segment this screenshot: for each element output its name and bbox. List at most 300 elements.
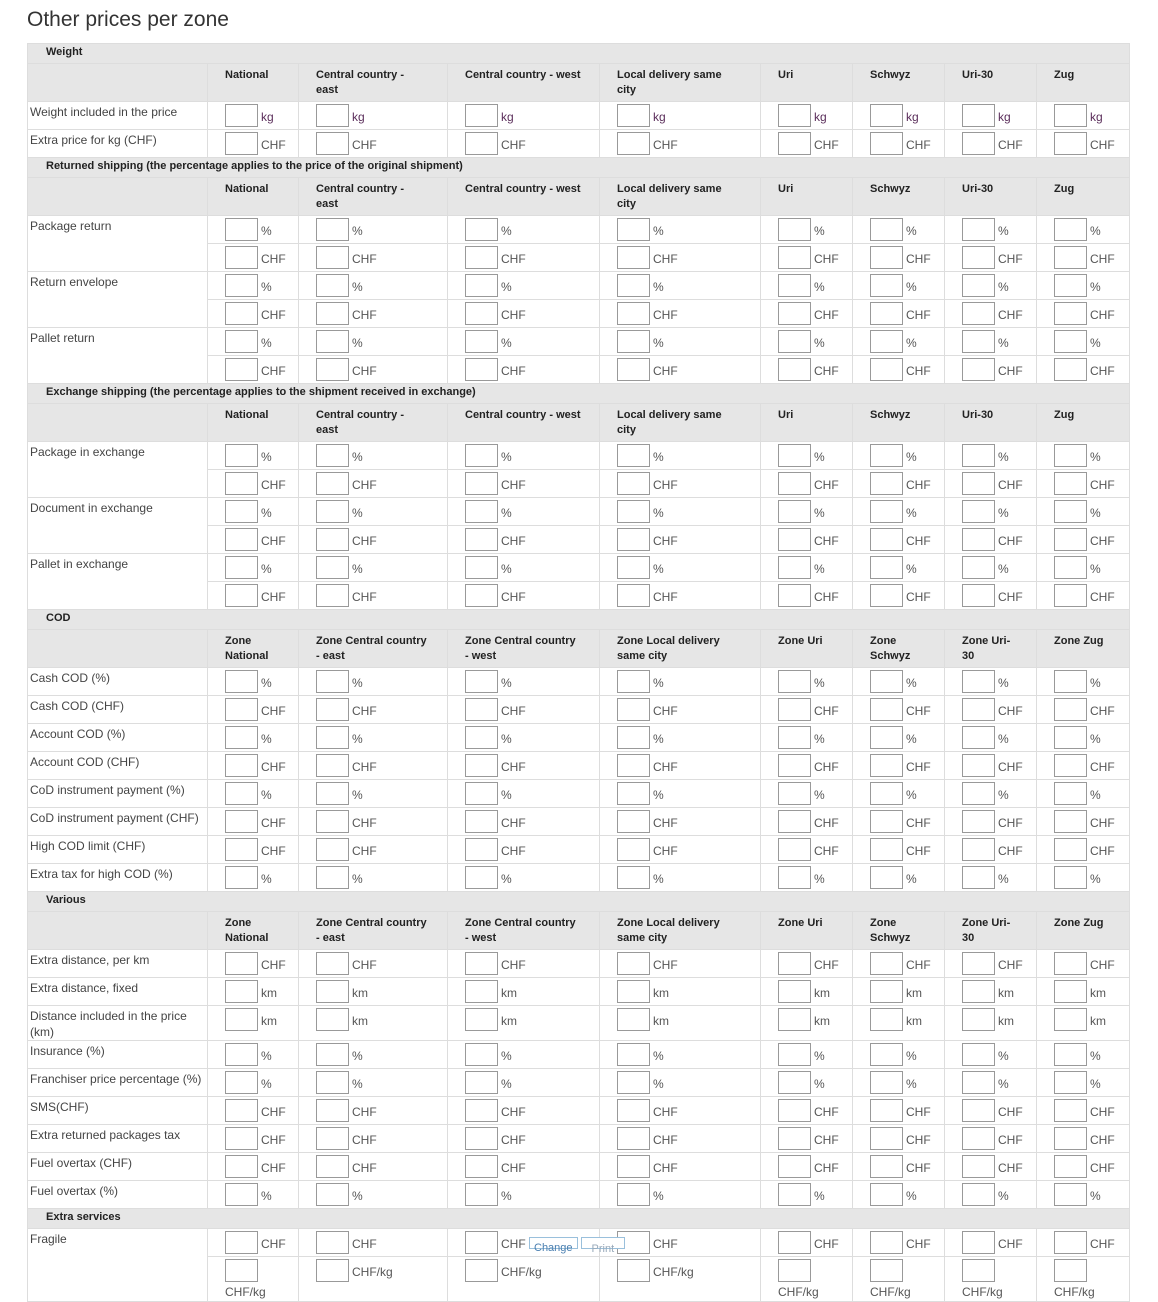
value-input[interactable]	[617, 584, 650, 607]
value-input[interactable]	[778, 1008, 811, 1031]
value-input[interactable]	[225, 1183, 258, 1206]
value-input[interactable]	[225, 302, 258, 325]
change-button[interactable]: Change	[529, 1237, 578, 1249]
input-cell	[208, 272, 299, 300]
value-input[interactable]	[225, 1043, 258, 1066]
value-input[interactable]	[225, 838, 258, 861]
value-input[interactable]	[778, 726, 811, 749]
value-input[interactable]	[870, 132, 903, 155]
value-input[interactable]	[962, 866, 995, 889]
value-input[interactable]	[316, 866, 349, 889]
value-input[interactable]	[316, 1008, 349, 1031]
value-input[interactable]	[778, 1127, 811, 1150]
value-input[interactable]	[778, 584, 811, 607]
value-input[interactable]	[870, 838, 903, 861]
value-input[interactable]	[962, 1071, 995, 1094]
unit-label: %	[906, 1077, 917, 1091]
value-input[interactable]	[225, 952, 258, 975]
value-input[interactable]	[465, 866, 498, 889]
value-input[interactable]	[617, 358, 650, 381]
value-input[interactable]	[870, 726, 903, 749]
value-input[interactable]	[617, 1259, 650, 1282]
value-input[interactable]	[962, 670, 995, 693]
print-button[interactable]: Print	[581, 1237, 626, 1249]
value-input[interactable]	[778, 866, 811, 889]
value-input[interactable]	[778, 1099, 811, 1122]
value-input[interactable]	[870, 528, 903, 551]
value-input[interactable]	[1054, 670, 1087, 693]
value-input[interactable]	[1054, 472, 1087, 495]
value-input[interactable]	[225, 330, 258, 353]
value-input[interactable]	[465, 302, 498, 325]
value-input[interactable]	[617, 726, 650, 749]
value-input[interactable]	[870, 810, 903, 833]
value-input[interactable]	[778, 302, 811, 325]
value-input[interactable]	[225, 698, 258, 721]
value-input[interactable]	[870, 218, 903, 241]
value-input[interactable]	[617, 104, 650, 127]
value-input[interactable]	[778, 330, 811, 353]
value-input[interactable]	[617, 980, 650, 1003]
value-input[interactable]	[225, 670, 258, 693]
value-input[interactable]	[316, 302, 349, 325]
value-input[interactable]	[778, 556, 811, 579]
value-input[interactable]	[778, 472, 811, 495]
value-input[interactable]	[225, 132, 258, 155]
value-input[interactable]	[465, 726, 498, 749]
value-input[interactable]	[225, 866, 258, 889]
value-input[interactable]	[778, 132, 811, 155]
value-input[interactable]	[962, 444, 995, 467]
value-input[interactable]	[962, 1231, 995, 1254]
value-input[interactable]	[1054, 1043, 1087, 1066]
value-input[interactable]	[465, 246, 498, 269]
unit-label: CHF	[814, 534, 839, 548]
value-input[interactable]	[962, 358, 995, 381]
unit-label: CHF	[501, 1161, 526, 1175]
value-input[interactable]	[465, 584, 498, 607]
value-input[interactable]	[316, 218, 349, 241]
value-input[interactable]	[778, 698, 811, 721]
value-input[interactable]	[465, 1259, 498, 1282]
value-input[interactable]	[465, 1231, 498, 1254]
value-input[interactable]	[617, 274, 650, 297]
value-input[interactable]	[617, 952, 650, 975]
value-input[interactable]	[962, 584, 995, 607]
value-input[interactable]	[962, 104, 995, 127]
value-input[interactable]	[962, 726, 995, 749]
value-input[interactable]	[225, 1099, 258, 1122]
value-input[interactable]	[778, 980, 811, 1003]
value-input[interactable]	[465, 952, 498, 975]
value-input[interactable]	[1054, 838, 1087, 861]
value-input[interactable]	[617, 218, 650, 241]
value-input[interactable]	[225, 104, 258, 127]
value-input[interactable]	[962, 274, 995, 297]
value-input[interactable]	[1054, 1071, 1087, 1094]
value-input[interactable]	[225, 584, 258, 607]
unit-label: CHF	[906, 816, 931, 830]
input-cell	[208, 1097, 299, 1125]
value-input[interactable]	[617, 810, 650, 833]
value-input[interactable]	[225, 782, 258, 805]
input-cell	[208, 1125, 299, 1153]
unit-label: CHF	[352, 1133, 377, 1147]
value-input[interactable]	[225, 1231, 258, 1254]
value-input[interactable]	[617, 782, 650, 805]
value-input[interactable]	[316, 754, 349, 777]
value-input[interactable]	[870, 1008, 903, 1031]
value-input[interactable]	[870, 104, 903, 127]
value-input[interactable]	[225, 246, 258, 269]
value-input[interactable]	[316, 838, 349, 861]
value-input[interactable]	[465, 838, 498, 861]
value-input[interactable]	[962, 528, 995, 551]
value-input[interactable]	[870, 1043, 903, 1066]
unit-label: %	[261, 1077, 272, 1091]
value-input[interactable]	[778, 104, 811, 127]
value-input[interactable]	[1054, 698, 1087, 721]
value-input[interactable]	[316, 330, 349, 353]
value-input[interactable]	[465, 528, 498, 551]
unit-label: km	[352, 1014, 368, 1028]
value-input[interactable]	[962, 1155, 995, 1178]
value-input[interactable]	[225, 1127, 258, 1150]
value-input[interactable]	[778, 1259, 811, 1282]
value-input[interactable]	[962, 330, 995, 353]
value-input[interactable]	[617, 1183, 650, 1206]
value-input[interactable]	[465, 782, 498, 805]
value-input[interactable]	[465, 472, 498, 495]
value-input[interactable]	[316, 1043, 349, 1066]
value-input[interactable]	[465, 698, 498, 721]
value-input[interactable]	[870, 1071, 903, 1094]
value-input[interactable]	[465, 132, 498, 155]
value-input[interactable]	[316, 1099, 349, 1122]
value-input[interactable]	[870, 1259, 903, 1282]
value-input[interactable]	[778, 1231, 811, 1254]
input-cell	[761, 1257, 853, 1302]
value-input[interactable]	[1054, 528, 1087, 551]
value-input[interactable]	[870, 302, 903, 325]
value-input[interactable]	[316, 698, 349, 721]
value-input[interactable]	[870, 698, 903, 721]
value-input[interactable]	[1054, 1099, 1087, 1122]
value-input[interactable]	[225, 726, 258, 749]
value-input[interactable]	[465, 556, 498, 579]
value-input[interactable]	[870, 584, 903, 607]
value-input[interactable]	[617, 528, 650, 551]
value-input[interactable]	[617, 1071, 650, 1094]
value-input[interactable]	[225, 358, 258, 381]
value-input[interactable]	[225, 1008, 258, 1031]
section-title: Weight	[28, 44, 1130, 64]
value-input[interactable]	[1054, 302, 1087, 325]
value-input[interactable]	[465, 358, 498, 381]
value-input[interactable]	[778, 670, 811, 693]
value-input[interactable]	[465, 1155, 498, 1178]
value-input[interactable]	[316, 104, 349, 127]
value-input[interactable]	[225, 1071, 258, 1094]
value-input[interactable]	[962, 1043, 995, 1066]
input-cell	[1037, 582, 1130, 610]
value-input[interactable]	[316, 726, 349, 749]
unit-label: CHF	[501, 760, 526, 774]
value-input[interactable]	[225, 754, 258, 777]
value-input[interactable]	[465, 274, 498, 297]
value-input[interactable]	[870, 670, 903, 693]
value-input[interactable]	[465, 1183, 498, 1206]
value-input[interactable]	[870, 1099, 903, 1122]
value-input[interactable]	[225, 1155, 258, 1178]
input-cell	[600, 554, 761, 582]
value-input[interactable]	[617, 556, 650, 579]
value-input[interactable]	[316, 472, 349, 495]
value-input[interactable]	[225, 980, 258, 1003]
value-input[interactable]	[962, 500, 995, 523]
value-input[interactable]	[225, 218, 258, 241]
value-input[interactable]	[778, 500, 811, 523]
value-input[interactable]	[962, 782, 995, 805]
value-input[interactable]	[870, 1155, 903, 1178]
value-input[interactable]	[617, 1043, 650, 1066]
value-input[interactable]	[870, 500, 903, 523]
value-input[interactable]	[225, 472, 258, 495]
value-input[interactable]	[778, 358, 811, 381]
value-input[interactable]	[316, 358, 349, 381]
value-input[interactable]	[870, 274, 903, 297]
value-input[interactable]	[870, 1183, 903, 1206]
value-input[interactable]	[617, 754, 650, 777]
value-input[interactable]	[778, 274, 811, 297]
value-input[interactable]	[962, 698, 995, 721]
value-input[interactable]	[962, 472, 995, 495]
value-input[interactable]	[316, 1231, 349, 1254]
value-input[interactable]	[465, 810, 498, 833]
value-input[interactable]	[316, 782, 349, 805]
value-input[interactable]	[1054, 866, 1087, 889]
value-input[interactable]	[778, 810, 811, 833]
value-input[interactable]	[962, 810, 995, 833]
unit-label: CHF	[501, 958, 526, 972]
value-input[interactable]	[465, 1071, 498, 1094]
value-input[interactable]	[778, 1155, 811, 1178]
value-input[interactable]	[1054, 980, 1087, 1003]
value-input[interactable]	[1054, 754, 1087, 777]
value-input[interactable]	[778, 444, 811, 467]
value-input[interactable]	[1054, 1259, 1087, 1282]
value-input[interactable]	[465, 1008, 498, 1031]
value-input[interactable]	[316, 444, 349, 467]
value-input[interactable]	[617, 132, 650, 155]
value-input[interactable]	[1054, 1155, 1087, 1178]
value-input[interactable]	[778, 838, 811, 861]
row-label: Cash COD (%)	[28, 668, 208, 696]
value-input[interactable]	[870, 246, 903, 269]
unit-label: %	[998, 336, 1009, 350]
value-input[interactable]	[225, 556, 258, 579]
unit-label: %	[906, 732, 917, 746]
value-input[interactable]	[316, 1071, 349, 1094]
value-input[interactable]	[316, 246, 349, 269]
value-input[interactable]	[1054, 1127, 1087, 1150]
input-cell	[448, 1153, 600, 1181]
value-input[interactable]	[465, 444, 498, 467]
value-input[interactable]	[962, 952, 995, 975]
value-input[interactable]	[225, 528, 258, 551]
value-input[interactable]	[870, 754, 903, 777]
value-input[interactable]	[1054, 444, 1087, 467]
value-input[interactable]	[617, 1127, 650, 1150]
value-input[interactable]	[1054, 104, 1087, 127]
table-row	[28, 216, 1130, 244]
value-input[interactable]	[870, 980, 903, 1003]
value-input[interactable]	[778, 528, 811, 551]
value-input[interactable]	[870, 952, 903, 975]
value-input[interactable]	[617, 1099, 650, 1122]
value-input[interactable]	[1054, 556, 1087, 579]
value-input[interactable]	[225, 810, 258, 833]
input-cell	[600, 724, 761, 752]
value-input[interactable]	[778, 1071, 811, 1094]
value-input[interactable]	[778, 246, 811, 269]
value-input[interactable]	[617, 838, 650, 861]
unit-label: CHF	[653, 1133, 678, 1147]
value-input[interactable]	[870, 444, 903, 467]
value-input[interactable]	[1054, 1008, 1087, 1031]
value-input[interactable]	[225, 444, 258, 467]
value-input[interactable]	[316, 132, 349, 155]
value-input[interactable]	[962, 132, 995, 155]
value-input[interactable]	[778, 218, 811, 241]
value-input[interactable]	[1054, 330, 1087, 353]
value-input[interactable]	[316, 528, 349, 551]
value-input[interactable]	[465, 1127, 498, 1150]
value-input[interactable]	[617, 1155, 650, 1178]
column-header: Schwyz	[853, 64, 945, 102]
value-input[interactable]	[316, 274, 349, 297]
value-input[interactable]	[870, 358, 903, 381]
value-input[interactable]	[1054, 1183, 1087, 1206]
value-input[interactable]	[870, 782, 903, 805]
value-input[interactable]	[1054, 358, 1087, 381]
value-input[interactable]	[316, 980, 349, 1003]
unit-label: %	[906, 676, 917, 690]
value-input[interactable]	[870, 1231, 903, 1254]
value-input[interactable]	[870, 1127, 903, 1150]
value-input[interactable]	[778, 1043, 811, 1066]
value-input[interactable]	[962, 1127, 995, 1150]
value-input[interactable]	[617, 302, 650, 325]
value-input[interactable]	[962, 302, 995, 325]
value-input[interactable]	[465, 330, 498, 353]
value-input[interactable]	[870, 472, 903, 495]
value-input[interactable]	[962, 754, 995, 777]
value-input[interactable]	[1054, 952, 1087, 975]
value-input[interactable]	[617, 330, 650, 353]
value-input[interactable]	[962, 246, 995, 269]
value-input[interactable]	[316, 1183, 349, 1206]
value-input[interactable]	[225, 274, 258, 297]
value-input[interactable]	[778, 952, 811, 975]
value-input[interactable]	[962, 1099, 995, 1122]
value-input[interactable]	[962, 1259, 995, 1282]
value-input[interactable]	[316, 810, 349, 833]
value-input[interactable]	[962, 838, 995, 861]
value-input[interactable]	[465, 980, 498, 1003]
value-input[interactable]	[316, 1259, 349, 1282]
input-cell	[448, 216, 600, 244]
value-input[interactable]	[1054, 726, 1087, 749]
value-input[interactable]	[617, 472, 650, 495]
value-input[interactable]	[962, 980, 995, 1003]
input-cell	[208, 978, 299, 1006]
input-cell	[945, 836, 1037, 864]
value-input[interactable]	[962, 1183, 995, 1206]
value-input[interactable]	[465, 670, 498, 693]
value-input[interactable]	[870, 866, 903, 889]
value-input[interactable]	[617, 246, 650, 269]
value-input[interactable]	[962, 1008, 995, 1031]
unit-label: %	[352, 872, 363, 886]
value-input[interactable]	[1054, 1231, 1087, 1254]
value-input[interactable]	[1054, 782, 1087, 805]
value-input[interactable]	[617, 698, 650, 721]
unit-label: %	[998, 1049, 1009, 1063]
value-input[interactable]	[465, 104, 498, 127]
value-input[interactable]	[1054, 274, 1087, 297]
unit-label: CHF	[1090, 760, 1115, 774]
value-input[interactable]	[225, 1259, 258, 1282]
value-input[interactable]	[1054, 500, 1087, 523]
unit-label: CHF	[1090, 1133, 1115, 1147]
value-input[interactable]	[465, 1043, 498, 1066]
value-input[interactable]	[1054, 584, 1087, 607]
value-input[interactable]	[465, 1099, 498, 1122]
value-input[interactable]	[316, 500, 349, 523]
value-input[interactable]	[316, 584, 349, 607]
value-input[interactable]	[316, 1127, 349, 1150]
value-input[interactable]	[465, 218, 498, 241]
value-input[interactable]	[617, 866, 650, 889]
value-input[interactable]	[870, 556, 903, 579]
value-input[interactable]	[962, 556, 995, 579]
value-input[interactable]	[316, 670, 349, 693]
input-cell	[761, 864, 853, 892]
value-input[interactable]	[617, 670, 650, 693]
value-input[interactable]	[1054, 246, 1087, 269]
value-input[interactable]	[778, 782, 811, 805]
value-input[interactable]	[316, 952, 349, 975]
value-input[interactable]	[617, 444, 650, 467]
value-input[interactable]	[465, 500, 498, 523]
value-input[interactable]	[1054, 132, 1087, 155]
unit-label: %	[998, 450, 1009, 464]
value-input[interactable]	[465, 754, 498, 777]
value-input[interactable]	[778, 754, 811, 777]
value-input[interactable]	[225, 500, 258, 523]
unit-label: %	[1090, 676, 1101, 690]
value-input[interactable]	[1054, 810, 1087, 833]
value-input[interactable]	[870, 330, 903, 353]
value-input[interactable]	[1054, 218, 1087, 241]
value-input[interactable]	[316, 556, 349, 579]
value-input[interactable]	[962, 218, 995, 241]
value-input[interactable]	[316, 1155, 349, 1178]
value-input[interactable]	[778, 1183, 811, 1206]
value-input[interactable]	[617, 500, 650, 523]
value-input[interactable]	[617, 1008, 650, 1031]
